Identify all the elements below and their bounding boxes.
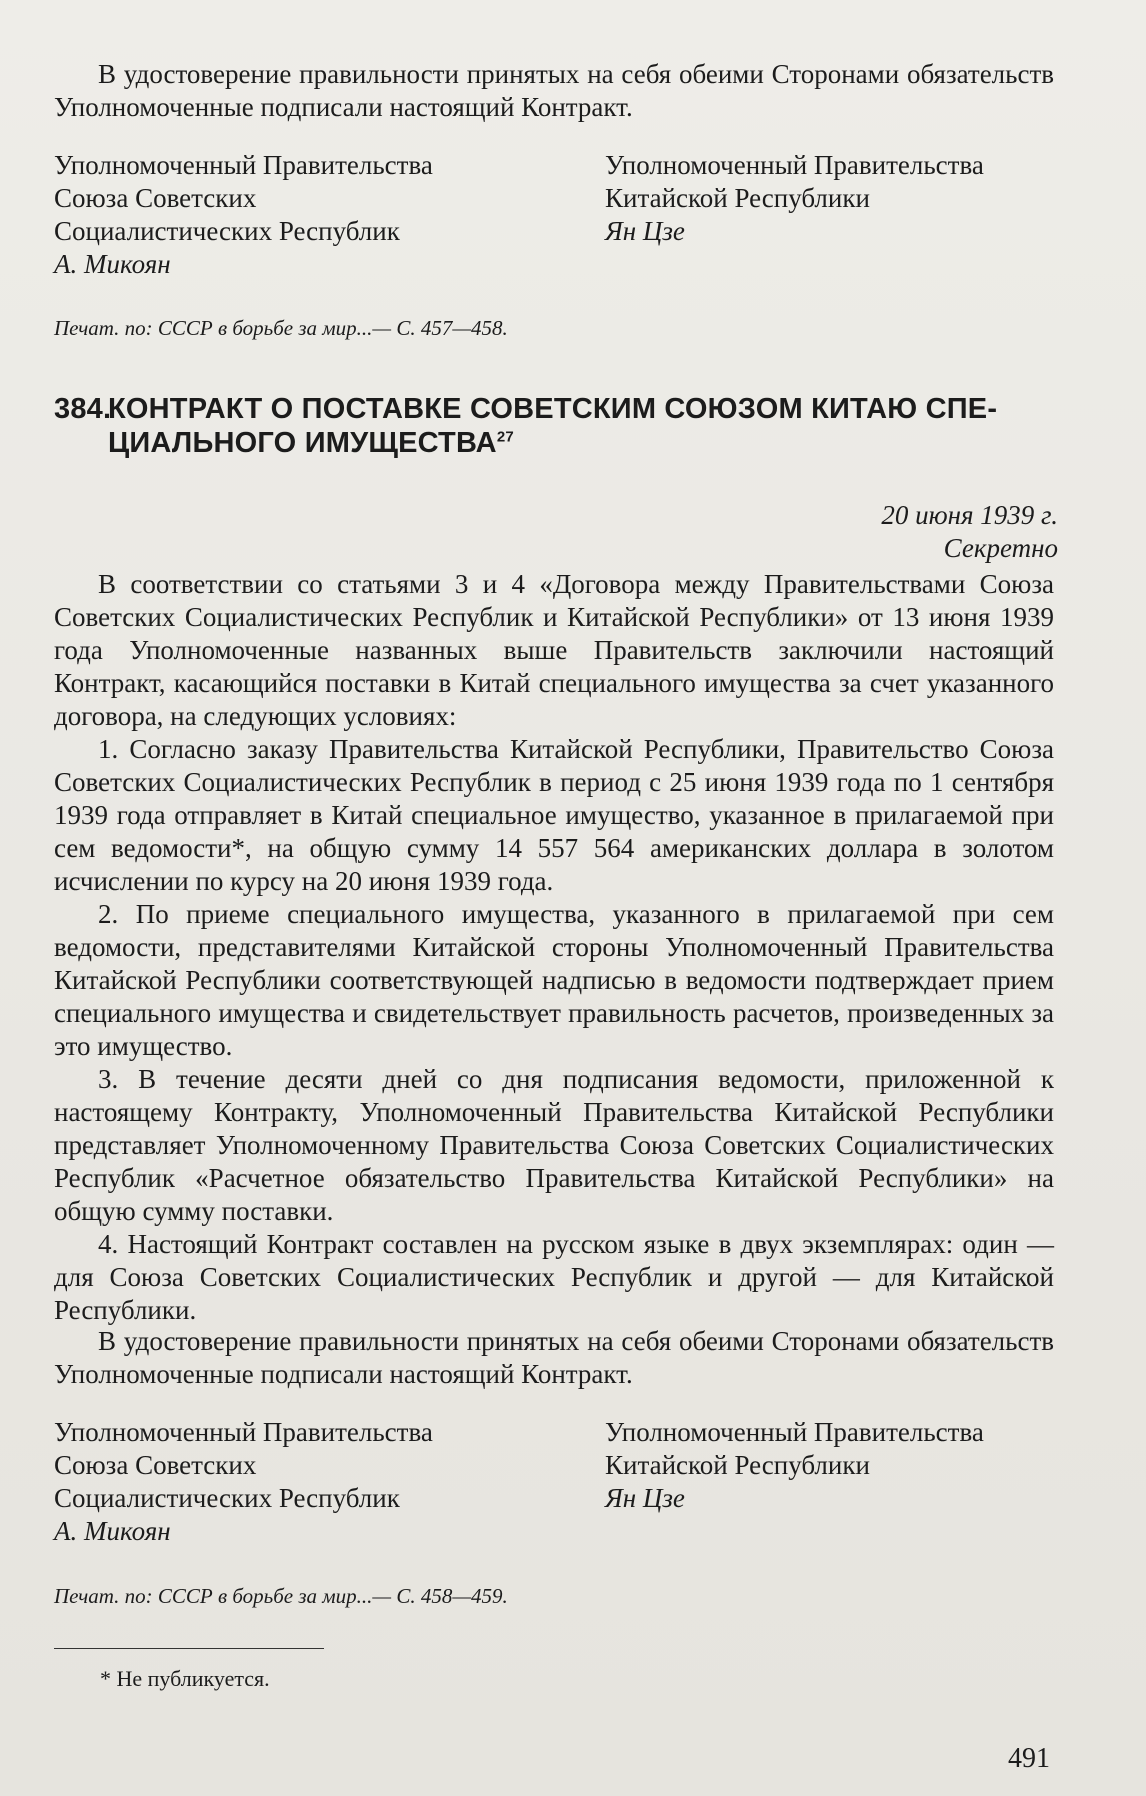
clause-1: 1. Согласно заказу Правительства Китайской Республики, Правительство Союза Советских Социалистических Республик в период с 25 июня 1939 года по 1 сентября 1939 года отправляет в Китай специальное имущество, указанное в прилагаемой при сем ведомости*, на общую сумму 14 557 564 американских доллара в золотом исчислении по курсу на 20 июня 1939 года. xyxy=(54,734,1054,896)
document-date: 20 июня 1939 г. xyxy=(881,500,1058,530)
document-heading xyxy=(54,392,1064,460)
dateline xyxy=(658,499,1058,565)
signature-line: Китайской Республики xyxy=(605,1450,870,1480)
page-number: 491 xyxy=(1008,1743,1050,1774)
signature-line: Социалистических Республик xyxy=(54,1483,400,1513)
clause-3: 3. В течение десяти дней со дня подписания ведомости, приложенной к настоящему Контракту, Уполномоченный Правительства Китайской Республики представляет Уполномоченному Правительства Союза Советских Социалистических Республик «Расчетное обязательство Правительства Китайской Республики» на общую сумму поставки. xyxy=(54,1064,1054,1226)
footnote: * Не публикуется. xyxy=(100,1666,270,1691)
intro-paragraph: В соответствии со статьями 3 и 4 «Договора между Правительствами Союза Советских Социалистических Республик и Китайской Республики» от 13 июня 1939 года Уполномоченные названных выше Правительств заключили настоящий Контракт, касающийся поставки в Китай специального имущества за счет указанного договора, на следующих условиях: xyxy=(54,569,1054,731)
heading-line-2: ЦИАЛЬНОГО ИМУЩЕСТВА xyxy=(108,427,497,459)
clause-2: 2. По приеме специального имущества, указанного в прилагаемой при сем ведомости, представителями Китайской стороны Уполномоченный Правительства Китайской Республики соответствующей надписью в ведомости подтверждает прием специального имущества и свидетельствует правильность расчетов, произведенных за это имущество. xyxy=(54,899,1054,1061)
clause-4: 4. Настоящий Контракт составлен на русском языке в двух экземплярах: один — для Союза Советских Социалистических Республик и другой — для Китайской Республики. xyxy=(54,1229,1054,1325)
signature-ussr xyxy=(54,149,594,281)
footnote-divider xyxy=(54,1648,324,1649)
closing-paragraph-top xyxy=(54,58,1054,124)
signatory-name: Ян Цзе xyxy=(605,1483,685,1513)
footnote-reference: 27 xyxy=(496,428,514,446)
signature-line: Уполномоченный Правительства xyxy=(54,150,433,180)
closing-paragraph-bottom xyxy=(54,1325,1054,1391)
contract-body xyxy=(54,568,1054,1327)
document-number: 384. xyxy=(54,393,112,425)
signature-line: Союза Советских xyxy=(54,183,257,213)
signature-line: Уполномоченный Правительства xyxy=(605,150,984,180)
signature-line: Социалистических Республик xyxy=(54,216,400,246)
signature-china xyxy=(605,149,1065,248)
classification-mark: Секретно xyxy=(943,533,1058,563)
closing-paragraph-top-text: В удостоверение правильности принятых на себя обеими Сторонами обязательств Уполномоченные подписали настоящий Контракт. xyxy=(54,59,1054,122)
heading-line-1: КОНТРАКТ О ПОСТАВКЕ СОВЕТСКИМ СОЮЗОМ КИТАЮ СПЕ- xyxy=(108,393,998,425)
signatory-name: А. Микоян xyxy=(54,249,171,279)
signatory-name: А. Микоян xyxy=(54,1516,171,1546)
signature-china xyxy=(605,1416,1065,1515)
signature-line: Союза Советских xyxy=(54,1450,257,1480)
source-citation-bottom: Печат. по: СССР в борьбе за мир...— С. 458—459. xyxy=(54,1584,508,1608)
signatory-name: Ян Цзе xyxy=(605,216,685,246)
signature-line: Уполномоченный Правительства xyxy=(605,1417,984,1447)
signature-ussr xyxy=(54,1416,594,1548)
signature-line: Китайской Республики xyxy=(605,183,870,213)
source-citation-top: Печат. по: СССР в борьбе за мир...— С. 457—458. xyxy=(54,316,508,340)
signature-line: Уполномоченный Правительства xyxy=(54,1417,433,1447)
closing-paragraph-bottom-text: В удостоверение правильности принятых на себя обеими Сторонами обязательств Уполномоченные подписали настоящий Контракт. xyxy=(54,1326,1054,1389)
